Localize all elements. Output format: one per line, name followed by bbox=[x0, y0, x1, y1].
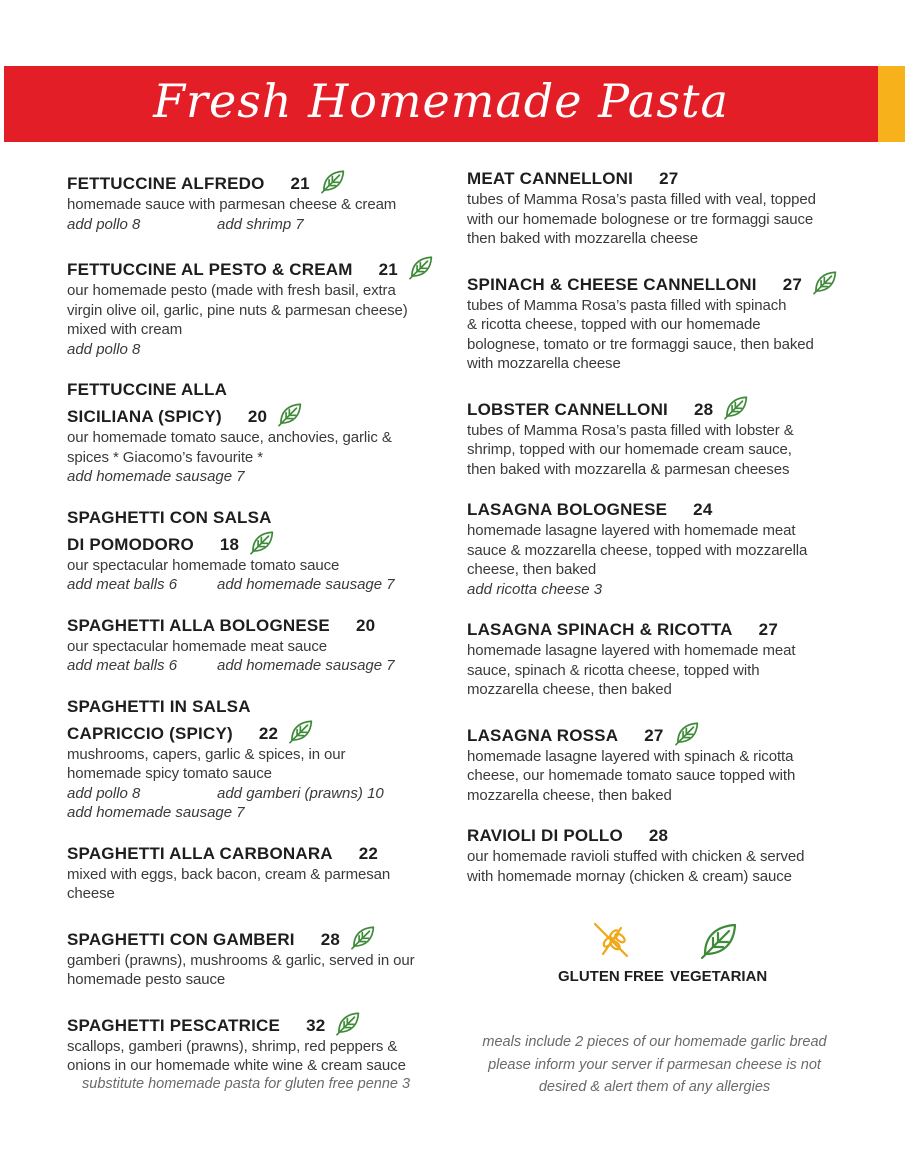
menu-item-description: mozzarella cheese, then baked bbox=[467, 786, 672, 804]
menu-item-name: FETTUCCINE ALLA bbox=[67, 380, 228, 399]
menu-item-price: 20 bbox=[355, 615, 376, 635]
menu-item-name: CAPRICCIO (SPICY) bbox=[67, 723, 233, 743]
menu-item-description: mushrooms, capers, garlic & spices, in our bbox=[67, 745, 346, 763]
menu-item-name: SPAGHETTI PESCATRICE bbox=[67, 1015, 281, 1035]
menu-item-description: then baked with mozzarella & parmesan cheeses bbox=[467, 460, 790, 478]
menu-item-add-ons bbox=[67, 803, 447, 823]
menu-item bbox=[67, 696, 447, 823]
vegetarian-leaf-icon bbox=[812, 269, 838, 293]
menu-item-description: homemade pesto sauce bbox=[67, 971, 226, 988]
menu-item-description: & ricotta cheese, topped with our homemade bbox=[467, 316, 761, 333]
add-on-option: add meat balls 6 bbox=[67, 576, 178, 593]
legend-vegetarian bbox=[670, 920, 767, 985]
menu-item-title bbox=[467, 499, 857, 521]
info-notes bbox=[467, 1031, 842, 1099]
menu-item bbox=[67, 924, 447, 990]
menu-item bbox=[467, 269, 857, 374]
menu-item-name: FETTUCCINE ALFREDO bbox=[67, 174, 265, 193]
legend-gluten-free bbox=[558, 920, 664, 985]
menu-item-name: MEAT CANNELLONI bbox=[467, 169, 634, 188]
menu-item bbox=[467, 619, 857, 700]
menu-item-name: SPINACH & CHEESE CANNELLONI bbox=[467, 274, 757, 294]
allergies-note: desired & alert them of any allergies bbox=[538, 1079, 771, 1095]
menu-item-title bbox=[67, 843, 447, 865]
add-on-option: add shrimp 7 bbox=[217, 215, 304, 233]
menu-item-description: homemade lasagne layered with homemade meat bbox=[467, 642, 796, 659]
menu-item-description: virgin olive oil, garlic, pine nuts & parmesan cheese) bbox=[67, 301, 408, 319]
menu-item-description: homemade sauce with parmesan cheese & cream bbox=[67, 196, 397, 213]
menu-item-description: homemade lasagne layered with spinach & ricotta bbox=[467, 747, 794, 765]
menu-item-description: with mozzarella cheese bbox=[467, 355, 621, 372]
vegetarian-leaf-icon bbox=[288, 718, 314, 742]
vegetarian-leaf-icon bbox=[350, 924, 376, 948]
menu-item-name: SICILIANA (SPICY) bbox=[67, 407, 222, 426]
add-on-option: add pollo 8 bbox=[67, 215, 141, 233]
menu-item-title bbox=[67, 168, 447, 195]
gluten-free-substitution-note: substitute homemade pasta for gluten free penne 3 bbox=[82, 1076, 411, 1092]
menu-item-description: homemade lasagne layered with homemade meat bbox=[467, 522, 796, 539]
menu-item bbox=[67, 254, 447, 359]
menu-item-description: mixed with cream bbox=[67, 321, 183, 338]
menu-item-title bbox=[467, 269, 857, 296]
menu-item-name: FETTUCCINE AL PESTO & CREAM bbox=[67, 260, 353, 279]
add-on-option: add pollo 8 bbox=[67, 784, 141, 802]
menu-item-title bbox=[67, 507, 447, 529]
menu-item-add-ons bbox=[67, 575, 447, 595]
menu-item-description: bolognese, tomato or tre formaggi sauce, then baked bbox=[467, 335, 814, 353]
menu-item bbox=[67, 168, 447, 234]
menu-item-description: onions in our homemade white wine & cream sauce bbox=[67, 1057, 406, 1074]
menu-item bbox=[67, 507, 447, 595]
menu-item-title bbox=[467, 619, 857, 641]
menu-item-title bbox=[67, 379, 447, 401]
menu-item-add-ons bbox=[67, 467, 447, 487]
menu-item-title bbox=[67, 401, 447, 428]
vegetarian-label: VEGETARIAN bbox=[670, 968, 768, 985]
menu-item-description: mixed with eggs, back bacon, cream & parmesan bbox=[67, 865, 391, 883]
menu-item-description: then baked with mozzarella cheese bbox=[467, 230, 699, 247]
vegetarian-leaf-icon bbox=[723, 394, 749, 418]
header-accent-stripe bbox=[878, 66, 905, 142]
vegetarian-leaf-icon bbox=[408, 254, 434, 278]
page-title: Fresh Homemade Pasta bbox=[153, 74, 729, 128]
menu-item-description: with our homemade bolognese or tre formaggi sauce bbox=[467, 210, 814, 228]
menu-item bbox=[67, 615, 447, 676]
menu-item-price: 20 bbox=[247, 407, 268, 426]
garlic-bread-note: meals include 2 pieces of our homemade garlic bread bbox=[482, 1034, 827, 1050]
menu-item-description: our homemade pesto (made with fresh basil, extra bbox=[67, 282, 396, 299]
menu-item bbox=[467, 720, 857, 806]
vegetarian-leaf-icon bbox=[674, 720, 700, 744]
menu-item-title bbox=[67, 529, 447, 556]
menu-item-name: LASAGNA ROSSA bbox=[467, 725, 619, 745]
menu-item-description: shrimp, topped with our homemade cream sauce, bbox=[467, 441, 792, 458]
menu-item-description: tubes of Mamma Rosa’s pasta filled with lobster & bbox=[467, 421, 794, 439]
menu-item-description: scallops, gamberi (prawns), shrimp, red peppers & bbox=[67, 1037, 398, 1055]
menu-item-name: LASAGNA SPINACH & RICOTTA bbox=[467, 620, 733, 639]
menu-item-description: sauce, spinach & ricotta cheese, topped with bbox=[467, 661, 760, 679]
header-banner bbox=[4, 66, 878, 142]
menu-item bbox=[467, 499, 857, 599]
menu-item bbox=[67, 379, 447, 487]
menu-item-title bbox=[467, 825, 857, 847]
menu-item-price: 24 bbox=[693, 500, 713, 519]
menu-item-title bbox=[67, 615, 447, 637]
menu-item-price: 32 bbox=[306, 1015, 326, 1035]
menu-column-left bbox=[67, 168, 447, 1096]
menu-item-price: 27 bbox=[758, 620, 778, 639]
menu-item-price: 18 bbox=[219, 534, 240, 554]
menu-item bbox=[67, 1010, 447, 1076]
menu-item-name: SPAGHETTI ALLA CARBONARA bbox=[67, 843, 333, 863]
menu-item-add-ons bbox=[67, 215, 447, 235]
vegetarian-leaf-icon bbox=[249, 529, 275, 553]
menu-item-add-ons bbox=[67, 340, 447, 360]
menu-item-description: our spectacular homemade tomato sauce bbox=[67, 556, 340, 574]
vegetarian-leaf-icon bbox=[335, 1010, 361, 1034]
add-on-option: add homemade sausage 7 bbox=[217, 657, 395, 674]
menu-item-title bbox=[67, 696, 447, 718]
menu-item-title bbox=[467, 720, 857, 747]
vegetarian-leaf-icon bbox=[277, 401, 303, 425]
menu-item-description: homemade spicy tomato sauce bbox=[67, 765, 272, 782]
menu-item-add-ons bbox=[67, 656, 447, 676]
menu-item-description: with homemade mornay (chicken & cream) sauce bbox=[467, 867, 792, 885]
add-on-option: add gamberi (prawns) 10 bbox=[217, 784, 384, 802]
menu-item-price: 21 bbox=[378, 260, 398, 279]
menu-item-name: RAVIOLI DI POLLO bbox=[467, 826, 623, 845]
add-on-option: add ricotta cheese 3 bbox=[467, 580, 603, 598]
menu-item-description: sauce & mozzarella cheese, topped with mozzarella bbox=[467, 541, 808, 559]
leaf-icon bbox=[699, 920, 739, 960]
gluten-free-icon bbox=[591, 920, 631, 960]
add-on-option: add homemade sausage 7 bbox=[217, 576, 395, 593]
menu-item-title bbox=[467, 168, 857, 190]
add-on-option: add homemade sausage 7 bbox=[67, 468, 245, 485]
menu-item-description: cheese bbox=[67, 885, 115, 902]
menu-item-description: our homemade tomato sauce, anchovies, garlic & bbox=[67, 429, 392, 446]
menu-column-right bbox=[467, 168, 857, 906]
menu-item-title bbox=[467, 394, 857, 421]
menu-item bbox=[467, 168, 857, 249]
menu-item-title bbox=[67, 924, 447, 951]
menu-item-description: our spectacular homemade meat sauce bbox=[67, 637, 327, 655]
menu-item bbox=[67, 843, 447, 904]
menu-item-description: mozzarella cheese, then baked bbox=[467, 681, 672, 698]
menu-item-price: 28 bbox=[648, 826, 669, 845]
menu-item-name: SPAGHETTI IN SALSA bbox=[67, 696, 251, 716]
menu-item-price: 27 bbox=[782, 274, 803, 294]
add-on-option: add meat balls 6 bbox=[67, 657, 178, 674]
menu-item-add-ons bbox=[67, 784, 447, 804]
add-on-option: add homemade sausage 7 bbox=[67, 804, 245, 821]
add-on-option: add pollo 8 bbox=[67, 340, 141, 358]
menu-item-description: cheese, our homemade tomato sauce topped with bbox=[467, 767, 796, 784]
gluten-free-label: GLUTEN FREE bbox=[558, 968, 664, 985]
menu-item-name: LASAGNA BOLOGNESE bbox=[467, 500, 668, 519]
menu-item-description: our homemade ravioli stuffed with chicken & served bbox=[467, 848, 805, 865]
menu-item-description: tubes of Mamma Rosa’s pasta filled with veal, topped bbox=[467, 191, 816, 208]
menu-item-price: 28 bbox=[693, 399, 714, 419]
menu-item-name: SPAGHETTI CON GAMBERI bbox=[67, 929, 295, 949]
menu-item bbox=[467, 825, 857, 886]
menu-item-price: 22 bbox=[358, 843, 379, 863]
menu-item-name: SPAGHETTI CON SALSA bbox=[67, 507, 272, 527]
vegetarian-leaf-icon bbox=[320, 168, 346, 192]
parmesan-note: please inform your server if parmesan cheese is not bbox=[488, 1056, 821, 1073]
menu-item-title bbox=[67, 254, 447, 281]
menu-item-title bbox=[67, 718, 447, 745]
menu-item-description: gamberi (prawns), mushrooms & garlic, served in our bbox=[67, 951, 415, 969]
menu-item-price: 27 bbox=[644, 725, 664, 745]
menu-item-name: LOBSTER CANNELLONI bbox=[467, 399, 668, 419]
menu-item-description: tubes of Mamma Rosa’s pasta filled with spinach bbox=[467, 296, 787, 314]
menu-item-price: 21 bbox=[290, 174, 310, 193]
menu-item-price: 28 bbox=[320, 929, 341, 949]
menu-item-price: 27 bbox=[659, 169, 679, 188]
menu-item bbox=[467, 394, 857, 480]
menu-item-name: SPAGHETTI ALLA BOLOGNESE bbox=[67, 615, 330, 635]
menu-item-description: cheese, then baked bbox=[467, 561, 597, 578]
menu-item-add-ons bbox=[467, 580, 857, 600]
menu-item-title bbox=[67, 1010, 447, 1037]
menu-item-price: 22 bbox=[258, 723, 279, 743]
menu-item-name: DI POMODORO bbox=[67, 534, 194, 554]
menu-item-description: spices * Giacomo’s favourite * bbox=[67, 448, 263, 466]
